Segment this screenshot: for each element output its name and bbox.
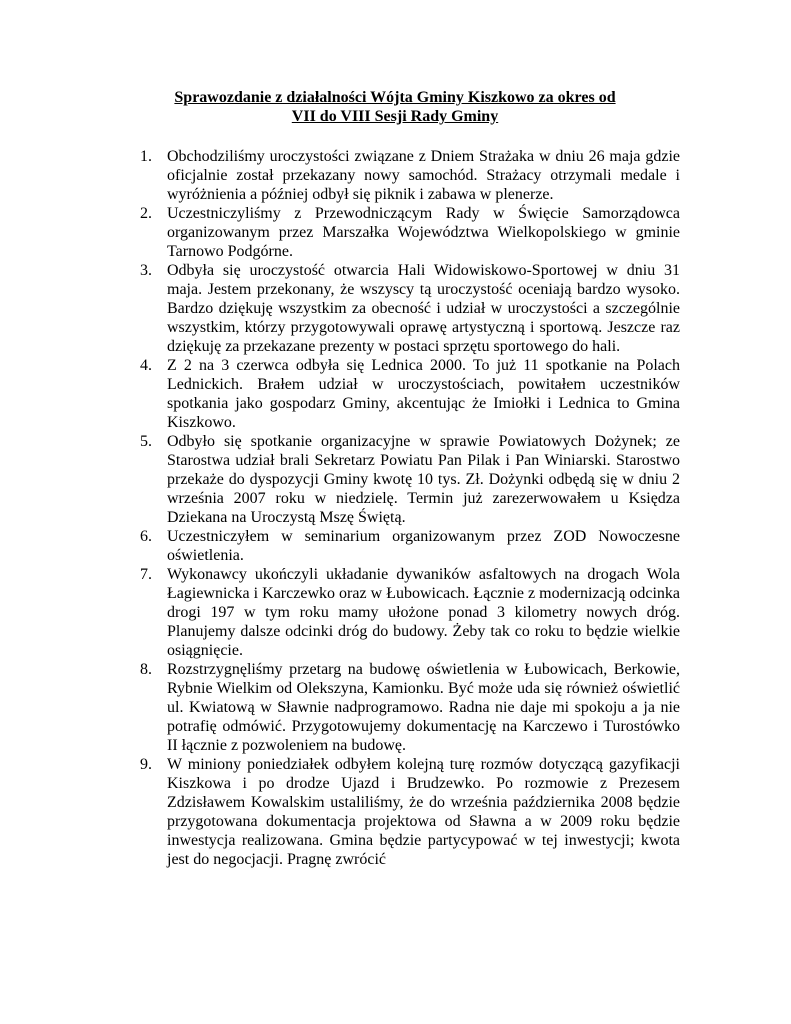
item-number: 4. [140,357,152,374]
item-number: 9. [140,756,152,773]
list-item [140,565,680,660]
document-title [140,88,650,126]
list-item [140,432,680,527]
item-text: Odbyła się uroczystość otwarcia Hali Widowiskowo-Sportowej w dniu 31 maja. Jestem przekonany, że wszyscy tą uroczystość oceniają bardzo wysoko. Bardzo dziękuję wszystkim za obecność i udział w uroczystości a szczególnie wszystkim, którzy przygotowywali oprawę artystyczną i sportową. Jeszcze raz dziękuję za przekazane prezenty w postaci sprzętu sportowego do hali. [167,262,680,355]
item-text: Wykonawcy ukończyli układanie dywaników asfaltowych na drogach Wola Łagiewnicka i Karczewko oraz w Łubowicach. Łącznie z modernizacją odcinka drogi 197 w tym roku mamy ułożone ponad 3 kilometry nowych dróg. Planujemy dalsze odcinki dróg do budowy. Żeby tak co roku to będzie wielkie osiągnięcie. [167,566,680,659]
list-item [140,527,680,565]
item-text: Z 2 na 3 czerwca odbyła się Lednica 2000. To już 11 spotkanie na Polach Lednickich. Brałem udział w uroczystościach, powitałem uczestników spotkania jako gospodarz Gminy, akcentując że Imiołki i Lednica to Gmina Kiszkowo. [167,357,680,431]
list-item [140,204,680,261]
item-number: 2. [140,205,152,222]
list-item [140,356,680,432]
item-number: 7. [140,566,152,583]
item-number: 6. [140,528,152,545]
item-number: 1. [140,148,152,165]
item-text: Obchodziliśmy uroczystości związane z Dniem Strażaka w dniu 26 maja gdzie oficjalnie został przekazany nowy samochód. Strażacy otrzymali medale i wyróżnienia a później odbył się piknik i zabawa w plenerze. [167,148,680,203]
item-text: W miniony poniedziałek odbyłem kolejną turę rozmów dotyczącą gazyfikacji Kiszkowa i po drodze Ujazd i Brudzewko. Po rozmowie z Prezesem Zdzisławem Kowalskim ustaliliśmy, że do września października 2008 będzie przygotowana dokumentacja projektowa od Sławna a w 2009 roku będzie inwestycja realizowana. Gmina będzie partycypować w tej inwestycji; kwota jest do negocjacji. Pragnę zwrócić [167,756,680,868]
item-text: Uczestniczyliśmy z Przewodniczącym Rady w Święcie Samorządowca organizowanym przez Marszałka Województwa Wielkopolskiego w gminie Tarnowo Podgórne. [167,205,680,260]
list-item [140,755,680,869]
list-item [140,261,680,356]
list-item [140,660,680,755]
title-line-1: Sprawozdanie z działalności Wójta Gminy Kiszkowo za okres od [174,89,616,106]
title-line-2: VII do VIII Sesji Rady Gminy [291,108,499,125]
item-number: 5. [140,433,152,450]
item-text: Odbyło się spotkanie organizacyjne w sprawie Powiatowych Dożynek; ze Starostwa udział brali Sekretarz Powiatu Pan Pilak i Pan Winiarski. Starostwo przekaże do dyspozycji Gminy kwotę 10 tys. Zł. Dożynki odbędą się w dniu 2 września 2007 roku w niedzielę. Termin już zarezerwowałem u Księdza Dziekana na Uroczystą Mszę Świętą. [167,433,680,526]
list-item [140,147,680,204]
item-number: 3. [140,262,152,279]
item-number: 8. [140,661,152,678]
report-item-list [140,147,680,869]
item-text: Uczestniczyłem w seminarium organizowanym przez ZOD Nowoczesne oświetlenia. [167,528,680,564]
item-text: Rozstrzygnęliśmy przetarg na budowę oświetlenia w Łubowicach, Berkowie, Rybnie Wielkim od Olekszyna, Kamionku. Być może uda się również oświetlić ul. Kwiatową w Sławnie nadprogramowo. Radna nie daje mi spokoju a ja nie potrafię odmówić. Przygotowujemy dokumentację na Karczewo i Turostówko II łącznie z pozwoleniem na budowę. [167,661,680,754]
